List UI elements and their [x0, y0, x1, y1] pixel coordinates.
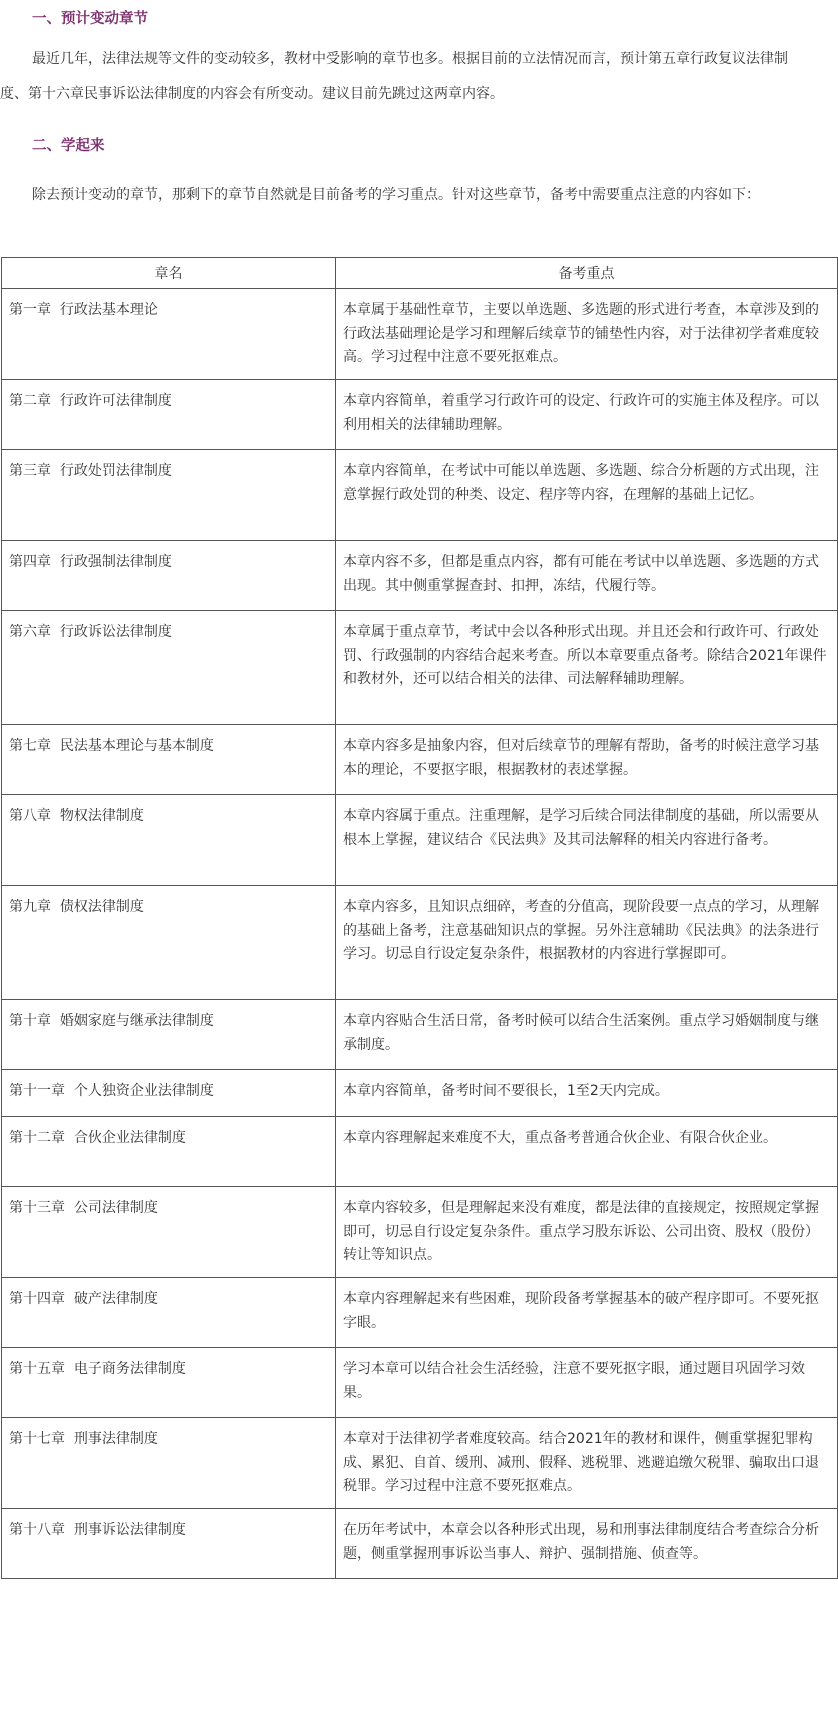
chapter-name-cell: 第二章 行政许可法律制度 [2, 380, 336, 450]
table-row [2, 1278, 838, 1348]
study-focus-cell: 本章对于法律初学者难度较高。结合2021年的教材和课件，侧重掌握犯罪构成、累犯、自首、缓刑、减刑、假释、逃税罪、逃避追缴欠税罪、骗取出口退税罪。学习过程中注意不要死抠难点。 [336, 1418, 838, 1509]
table-row [2, 289, 838, 380]
column-header-focus: 备考重点 [336, 258, 838, 289]
table-header-row [2, 258, 838, 289]
study-focus-cell: 本章内容简单，备考时间不要很长，1至2天内完成。 [336, 1070, 838, 1117]
table-row [2, 1418, 838, 1509]
chapter-name-cell: 第十二章 合伙企业法律制度 [2, 1117, 336, 1187]
table-row [2, 1000, 838, 1070]
chapter-name-cell: 第十三章 公司法律制度 [2, 1187, 336, 1278]
chapter-name-cell: 第十一章 个人独资企业法律制度 [2, 1070, 336, 1117]
chapter-name-cell: 第十四章 破产法律制度 [2, 1278, 336, 1348]
study-focus-cell: 学习本章可以结合社会生活经验，注意不要死抠字眼，通过题目巩固学习效果。 [336, 1348, 838, 1418]
table-row [2, 1187, 838, 1278]
study-focus-cell: 本章内容简单，着重学习行政许可的设定、行政许可的实施主体及程序。可以利用相关的法律辅助理解。 [336, 380, 838, 450]
chapter-name-cell: 第七章 民法基本理论与基本制度 [2, 725, 336, 795]
chapter-name-cell: 第一章 行政法基本理论 [2, 289, 336, 380]
study-focus-cell: 本章属于重点章节，考试中会以各种形式出现。并且还会和行政许可、行政处罚、行政强制的内容结合起来考查。所以本章要重点备考。除结合2021年课件和教材外，还可以结合相关的法律、司法解释辅助理解。 [336, 611, 838, 725]
table-row [2, 886, 838, 1000]
study-focus-table [1, 257, 838, 1579]
column-header-chapter: 章名 [2, 258, 336, 289]
chapter-name-cell: 第十章 婚姻家庭与继承法律制度 [2, 1000, 336, 1070]
chapter-name-cell: 第十八章 刑事诉讼法律制度 [2, 1509, 336, 1579]
study-focus-cell: 本章属于基础性章节，主要以单选题、多选题的形式进行考查，本章涉及到的行政法基础理论是学习和理解后续章节的铺垫性内容，对于法律初学者难度较高。学习过程中注意不要死抠难点。 [336, 289, 838, 380]
paragraph-start-learning: 除去预计变动的章节，那剩下的章节自然就是目前备考的学习重点。针对这些章节，备考中需要重点注意的内容如下： [32, 187, 760, 203]
chapter-name-cell: 第四章 行政强制法律制度 [2, 541, 336, 611]
study-focus-cell: 本章内容属于重点。注重理解，是学习后续合同法律制度的基础，所以需要从根本上掌握，建议结合《民法典》及其司法解释的相关内容进行备考。 [336, 795, 838, 886]
table-row [2, 725, 838, 795]
chapter-name-cell: 第六章 行政诉讼法律制度 [2, 611, 336, 725]
study-focus-cell: 本章内容多，且知识点细碎，考查的分值高，现阶段要一点点的学习，从理解的基础上备考，注意基础知识点的掌握。另外注意辅助《民法典》的法条进行学习。切忌自行设定复杂条件，根据教材的内容进行掌握即可。 [336, 886, 838, 1000]
table-row [2, 1117, 838, 1187]
study-focus-cell: 本章内容贴合生活日常，备考时候可以结合生活案例。重点学习婚姻制度与继承制度。 [336, 1000, 838, 1070]
table-row [2, 1348, 838, 1418]
study-focus-cell: 本章内容多是抽象内容，但对后续章节的理解有帮助，备考的时候注意学习基本的理论，不要抠字眼，根据教材的表述掌握。 [336, 725, 838, 795]
chapter-name-cell: 第十七章 刑事法律制度 [2, 1418, 336, 1509]
table-row [2, 450, 838, 541]
table-row [2, 380, 838, 450]
chapter-name-cell: 第八章 物权法律制度 [2, 795, 336, 886]
paragraph-predicted-changes: 最近几年，法律法规等文件的变动较多，教材中受影响的章节也多。根据目前的立法情况而言，预计第五章行政复议法律制度、第十六章民事诉讼法律制度的内容会有所变动。建议目前先跳过这两章内容。 [0, 51, 788, 102]
section-heading-predicted-changes: 一、预计变动章节 [32, 11, 148, 27]
table-row [2, 611, 838, 725]
table-row [2, 541, 838, 611]
chapter-name-cell: 第九章 债权法律制度 [2, 886, 336, 1000]
table-body [2, 289, 838, 1579]
table-row [2, 1070, 838, 1117]
study-focus-cell: 本章内容较多，但是理解起来没有难度，都是法律的直接规定，按照规定掌握即可，切忌自行设定复杂条件。重点学习股东诉讼、公司出资、股权（股份）转让等知识点。 [336, 1187, 838, 1278]
study-focus-cell: 本章内容不多，但都是重点内容，都有可能在考试中以单选题、多选题的方式出现。其中侧重掌握查封、扣押，冻结，代履行等。 [336, 541, 838, 611]
study-focus-cell: 本章内容理解起来难度不大，重点备考普通合伙企业、有限合伙企业。 [336, 1117, 838, 1187]
table-row [2, 1509, 838, 1579]
chapter-name-cell: 第三章 行政处罚法律制度 [2, 450, 336, 541]
study-focus-cell: 在历年考试中，本章会以各种形式出现，易和刑事法律制度结合考查综合分析题，侧重掌握刑事诉讼当事人、辩护、强制措施、侦查等。 [336, 1509, 838, 1579]
chapter-name-cell: 第十五章 电子商务法律制度 [2, 1348, 336, 1418]
table-row [2, 795, 838, 886]
study-focus-cell: 本章内容理解起来有些困难，现阶段备考掌握基本的破产程序即可。不要死抠字眼。 [336, 1278, 838, 1348]
section-heading-start-learning: 二、学起来 [32, 138, 105, 154]
study-focus-cell: 本章内容简单，在考试中可能以单选题、多选题、综合分析题的方式出现，注意掌握行政处罚的种类、设定、程序等内容，在理解的基础上记忆。 [336, 450, 838, 541]
